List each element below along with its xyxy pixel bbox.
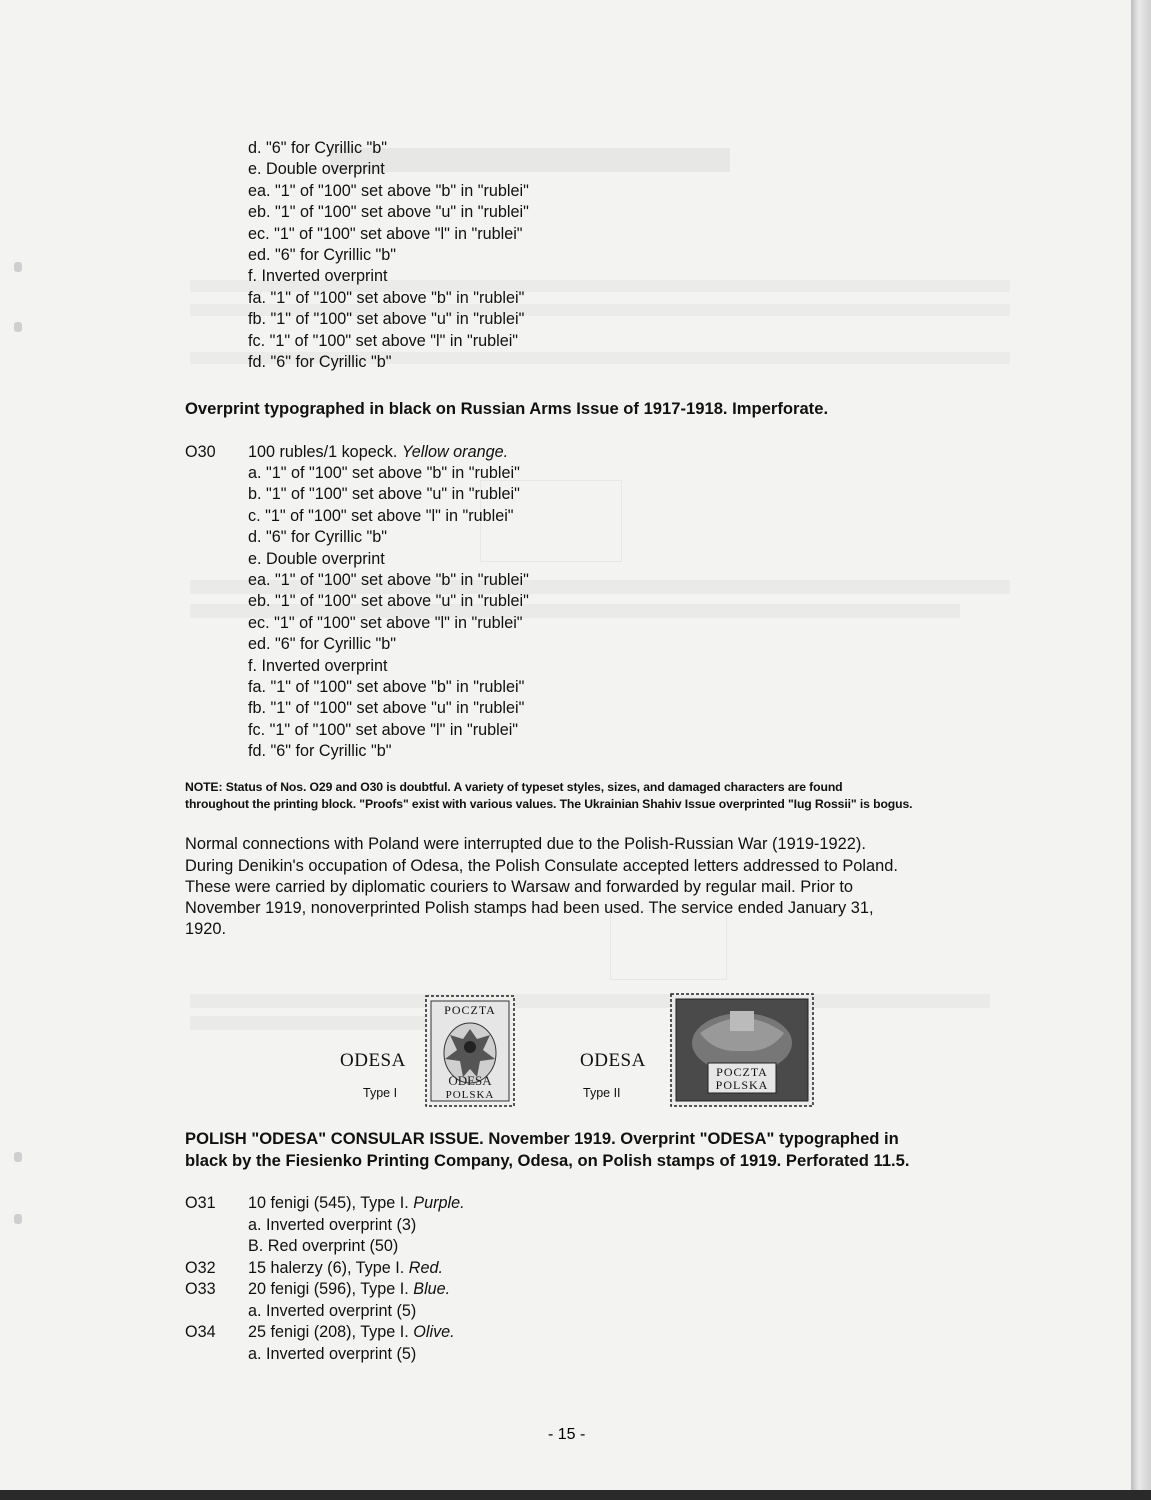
variety-line: fc. "1" of "100" set above "l" in "rublei" [248, 720, 519, 739]
catalog-number: O32 [185, 1258, 216, 1277]
type2-text-line1: POCZTA [716, 1065, 768, 1079]
item-description: 10 fenigi (545), Type I. [248, 1194, 409, 1212]
polish-item-line [248, 1258, 443, 1278]
binding-mark [14, 1152, 22, 1162]
variety-line: fb. "1" of "100" set above "u" in "rublei" [248, 310, 525, 329]
variety-line: ea. "1" of "100" set above "b" in "rublei" [248, 181, 529, 200]
type1-overprint-on-stamp: ODESA [448, 1073, 492, 1088]
paragraph-line: 1920. [185, 920, 227, 938]
item-color: Purple. [413, 1194, 465, 1212]
polish-item-line [248, 1193, 465, 1213]
variety-line: d. "6" for Cyrillic "b" [248, 528, 388, 547]
catalog-number: O31 [185, 1194, 216, 1212]
variety-line: d. "6" for Cyrillic "b" [248, 139, 388, 157]
type1-stamp-image [425, 995, 515, 1107]
scan-bottom-edge [0, 1490, 1151, 1500]
item-color: Olive. [413, 1323, 455, 1341]
type2-stamp-image [670, 993, 814, 1107]
binding-mark [14, 1214, 22, 1224]
type1-top-text: POCZTA [444, 1003, 496, 1017]
variety-line: ec. "1" of "100" set above "l" in "rublei" [248, 613, 523, 632]
paragraph-line: During Denikin's occupation of Odesa, the Polish Consulate accepted letters addressed to Poland. [185, 857, 898, 875]
variety-line: fd. "6" for Cyrillic "b" [248, 742, 392, 761]
polish-item-line [248, 1322, 455, 1342]
variety-line: ea. "1" of "100" set above "b" in "rublei" [248, 571, 529, 589]
variety-line: b. "1" of "100" set above "u" in "rublei" [248, 485, 520, 504]
catalog-number: O34 [185, 1323, 216, 1341]
variety-line: f. Inverted overprint [248, 267, 388, 286]
binding-mark [14, 262, 22, 272]
variety-line: ed. "6" for Cyrillic "b" [248, 246, 397, 264]
item-description: 15 halerzy (6), Type I. [248, 1258, 405, 1277]
item-color: Red. [408, 1258, 443, 1277]
item-description: B. Red overprint (50) [248, 1237, 399, 1255]
type2-text-line2: POLSKA [715, 1078, 769, 1092]
o30-description [248, 442, 508, 462]
variety-line: fb. "1" of "100" set above "u" in "rublei" [248, 699, 525, 718]
polish-issue-heading-2: black by the Fiesienko Printing Company, Odesa, on Polish stamps of 1919. Perforated 11.5. [185, 1151, 910, 1170]
variety-line: a. "1" of "100" set above "b" in "rublei" [248, 464, 520, 482]
paragraph-line: These were carried by diplomatic couriers to Warsaw and forwarded by regular mail. Prior to [185, 878, 854, 896]
item-color: Blue. [413, 1280, 451, 1298]
variety-line: ec. "1" of "100" set above "l" in "rublei" [248, 224, 523, 243]
variety-line: fc. "1" of "100" set above "l" in "rublei" [248, 331, 519, 350]
variety-line: c. "1" of "100" set above "l" in "rublei" [248, 506, 514, 525]
item-description: a. Inverted overprint (5) [248, 1344, 417, 1363]
paragraph-line: Normal connections with Poland were interrupted due to the Polish-Russian War (1919-1922). [185, 835, 866, 853]
polish-item-line [248, 1301, 416, 1321]
o30-desc-text: 100 rubles/1 kopeck. [248, 443, 398, 461]
note-line-1: NOTE: Status of Nos. O29 and O30 is doubtful. A variety of typeset styles, sizes, and damaged characters are found [185, 780, 843, 794]
item-description: a. Inverted overprint (3) [248, 1215, 417, 1234]
russian-arms-heading: Overprint typographed in black on Russian Arms Issue of 1917-1918. Imperforate. [185, 399, 829, 418]
variety-line: fd. "6" for Cyrillic "b" [248, 353, 392, 371]
o30-color: Yellow orange. [401, 443, 509, 461]
item-description: 25 fenigi (208), Type I. [248, 1323, 409, 1341]
type1-label: Type I [363, 1086, 398, 1100]
note-line-2: throughout the printing block. "Proofs" exist with various values. The Ukrainian Shahiv Issue overprinted "Iug Rossii" is bogus. [185, 797, 913, 811]
polish-item-line [248, 1215, 416, 1235]
polish-issue-heading-1: POLISH "ODESA" CONSULAR ISSUE. November 1919. Overprint "ODESA" typographed in [185, 1129, 899, 1148]
type1-overprint-sample: ODESA [340, 1050, 406, 1071]
type2-label: Type II [583, 1086, 621, 1100]
item-description: a. Inverted overprint (5) [248, 1301, 417, 1320]
variety-line: ed. "6" for Cyrillic "b" [248, 635, 397, 654]
variety-line: e. Double overprint [248, 160, 385, 179]
polish-item-line [248, 1344, 416, 1364]
variety-line: f. Inverted overprint [248, 656, 388, 675]
polish-item-line [248, 1279, 450, 1299]
type1-bottom-text: POLSKA [445, 1089, 495, 1101]
type2-overprint-sample: ODESA [580, 1050, 646, 1071]
variety-line: fa. "1" of "100" set above "b" in "rublei" [248, 288, 525, 307]
page-edge [1131, 0, 1151, 1500]
variety-line: eb. "1" of "100" set above "u" in "rublei" [248, 592, 529, 611]
catalog-number: O30 [185, 443, 216, 461]
polish-item-line [248, 1236, 398, 1256]
page-number: - 15 - [548, 1426, 586, 1443]
catalog-number: O33 [185, 1280, 216, 1298]
paragraph-line: November 1919, nonoverprinted Polish stamps had been used. The service ended January 31, [185, 899, 874, 917]
variety-line: eb. "1" of "100" set above "u" in "rublei" [248, 203, 529, 222]
item-description: 20 fenigi (596), Type I. [248, 1280, 409, 1298]
variety-line: fa. "1" of "100" set above "b" in "rublei" [248, 678, 525, 696]
binding-mark [14, 322, 22, 332]
variety-line: e. Double overprint [248, 549, 385, 568]
